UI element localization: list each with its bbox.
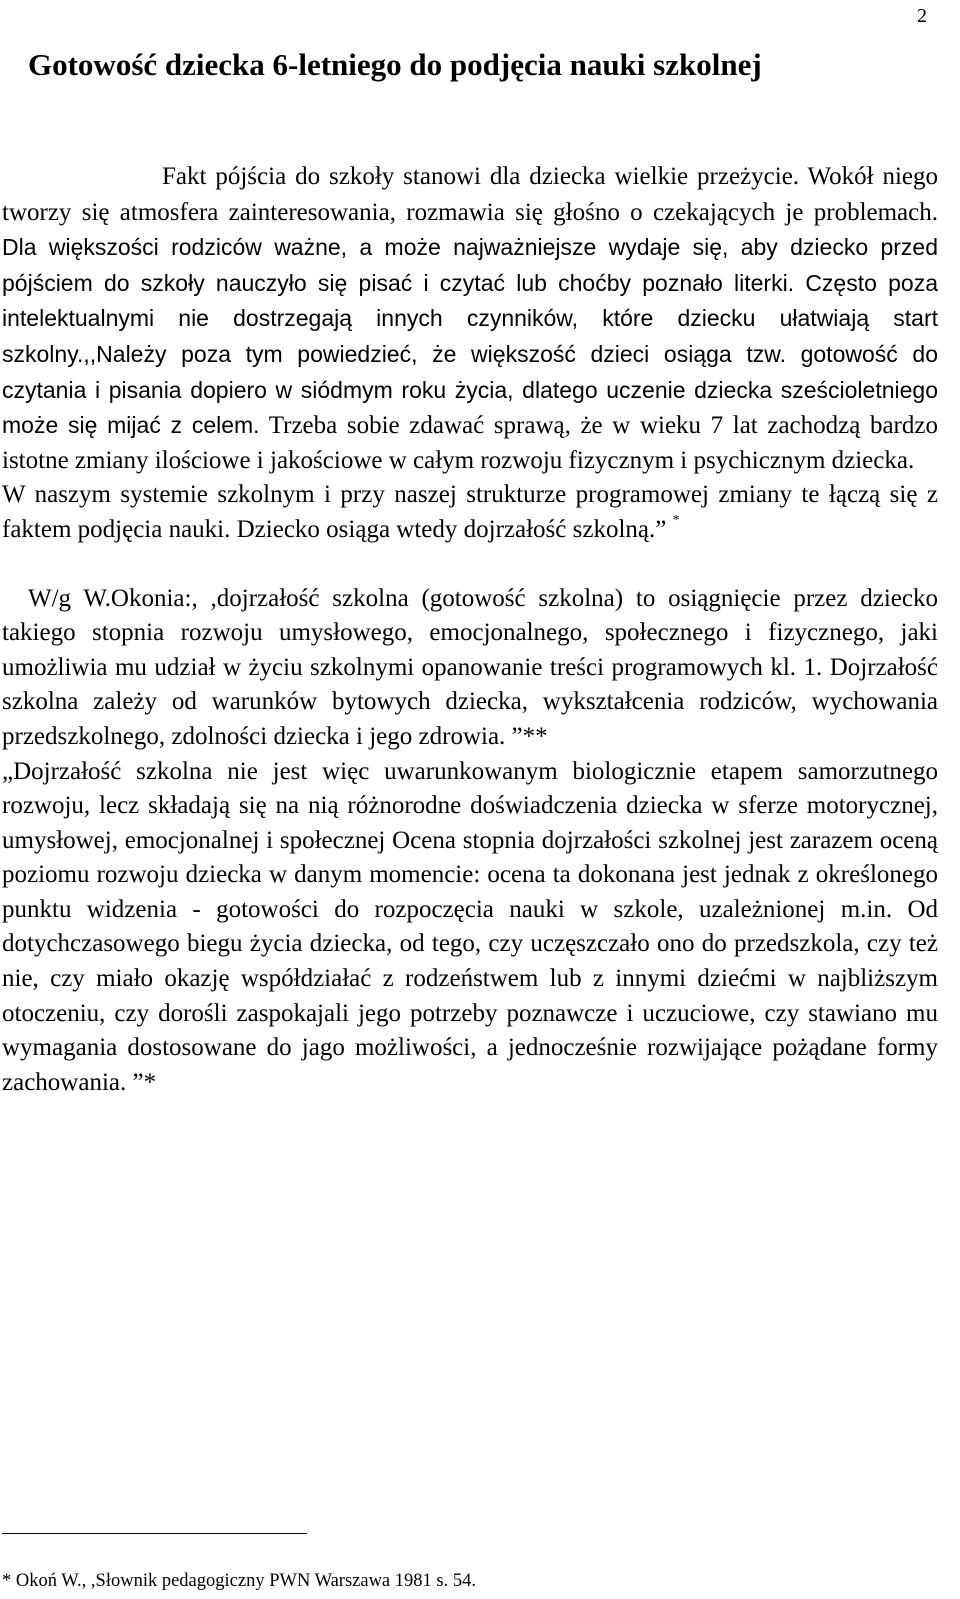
paragraph-intro-sans: Dla większości rodziców ważne, a może najważniejsze wydaje się, aby dziecko przed pójściem do szkoły nauczyło się pisać i czytać lub choćby poznało literki. Często poza intelektualnymi nie dostrzegają innych czynników, które dziecku ułatwiają start szkolny.,: [2, 234, 938, 367]
paragraph-intro-sans-2: ,Należy poza tym powiedzieć, że większość dzieci osiąga tzw. gotowość do czytania i pisania dopiero w siódmym roku życia, dlatego uczenie dziecka sześcioletniego może się mijać z celem.: [2, 340, 938, 439]
footnote-text: * Okoń W., ,Słownik pedagogiczny PWN Warszawa 1981 s. 54.: [2, 1571, 476, 1591]
paragraph-intro: [2, 160, 938, 478]
closing-quote-mark: ”: [655, 515, 667, 543]
paragraph-okon-definition: W/g W.Okonia:, ,dojrzałość szkolna (gotowość szkolna) to osiągnięcie przez dziecko takiego stopnia rozwoju umysłowego, emocjonalnego, społecznego i fizycznego, jaki umożliwia mu udział w życiu szkolnymi opanowanie treści programowych kl. 1. Dojrzałość szkolna zależy od warunków bytowych dziecka, wykształcenia rodziców, wychowania przedszkolnego, zdolności dziecka i jego zdrowia. ”**: [2, 584, 938, 750]
paragraph-school-readiness: „Dojrzałość szkolna nie jest więc uwarunkowanym biologicznie etapem samorzutnego rozwoju, lecz składają się na nią różnorodne doświadczenia dziecka w sferze motorycznej, umysłowej, emocjonalnej i społecznej Ocena stopnia dojrzałości szkolnej jest zarazem oceną poziomu rozwoju dziecka w danym momencie: ocena ta dokonana jest jednak z określonego punktu widzenia - gotowości do rozpoczęcia nauki w szkole, uzależnionej m.in. Od dotychczasowego biegu życia dziecka, od tego, czy uczęszczało ono do przedszkola, czy też nie, czy miało okazję współdziałać z rodzeństwem lub z innymi dziećmi w najbliższym otoczeniu, czy dorośli zaspokajali jego potrzeby poznawcze i uczuciowe, czy stawiano mu wymagania dostosowane do jago możliwości, a jednocześnie rozwijające pożądane formy zachowania. ”*: [2, 757, 938, 1096]
footnote-reference: *: [672, 512, 680, 528]
body-text: [2, 160, 938, 1100]
page-number: 2: [917, 5, 927, 27]
paragraph-intro-serif-end: Trzeba sobie zdawać sprawą, że w wieku 7 lat zachodzą bardzo istotne zmiany ilościowe i jakościowe w całym rozwoju fizycznym i psychicznym dziecka.: [2, 412, 938, 474]
page-title: Gotowość dziecka 6-letniego do podjęcia nauki szkolnej: [28, 47, 762, 82]
paragraph-school-system-text: W naszym systemie szkolnym i przy naszej strukturze programowej zmiany te łączą się z faktem podjęcia nauki. Dziecko osiąga wtedy dojrzałość szkolną.: [2, 481, 938, 543]
footnote-separator: [2, 1533, 307, 1534]
paragraph-intro-serif: Fakt pójścia do szkoły stanowi dla dziecka wielkie przeżycie. Wokół niego tworzy się atmosfera zainteresowania, rozmawia się głośno o czekających je problemach.: [2, 163, 938, 226]
paragraph-school-system: [2, 478, 938, 547]
